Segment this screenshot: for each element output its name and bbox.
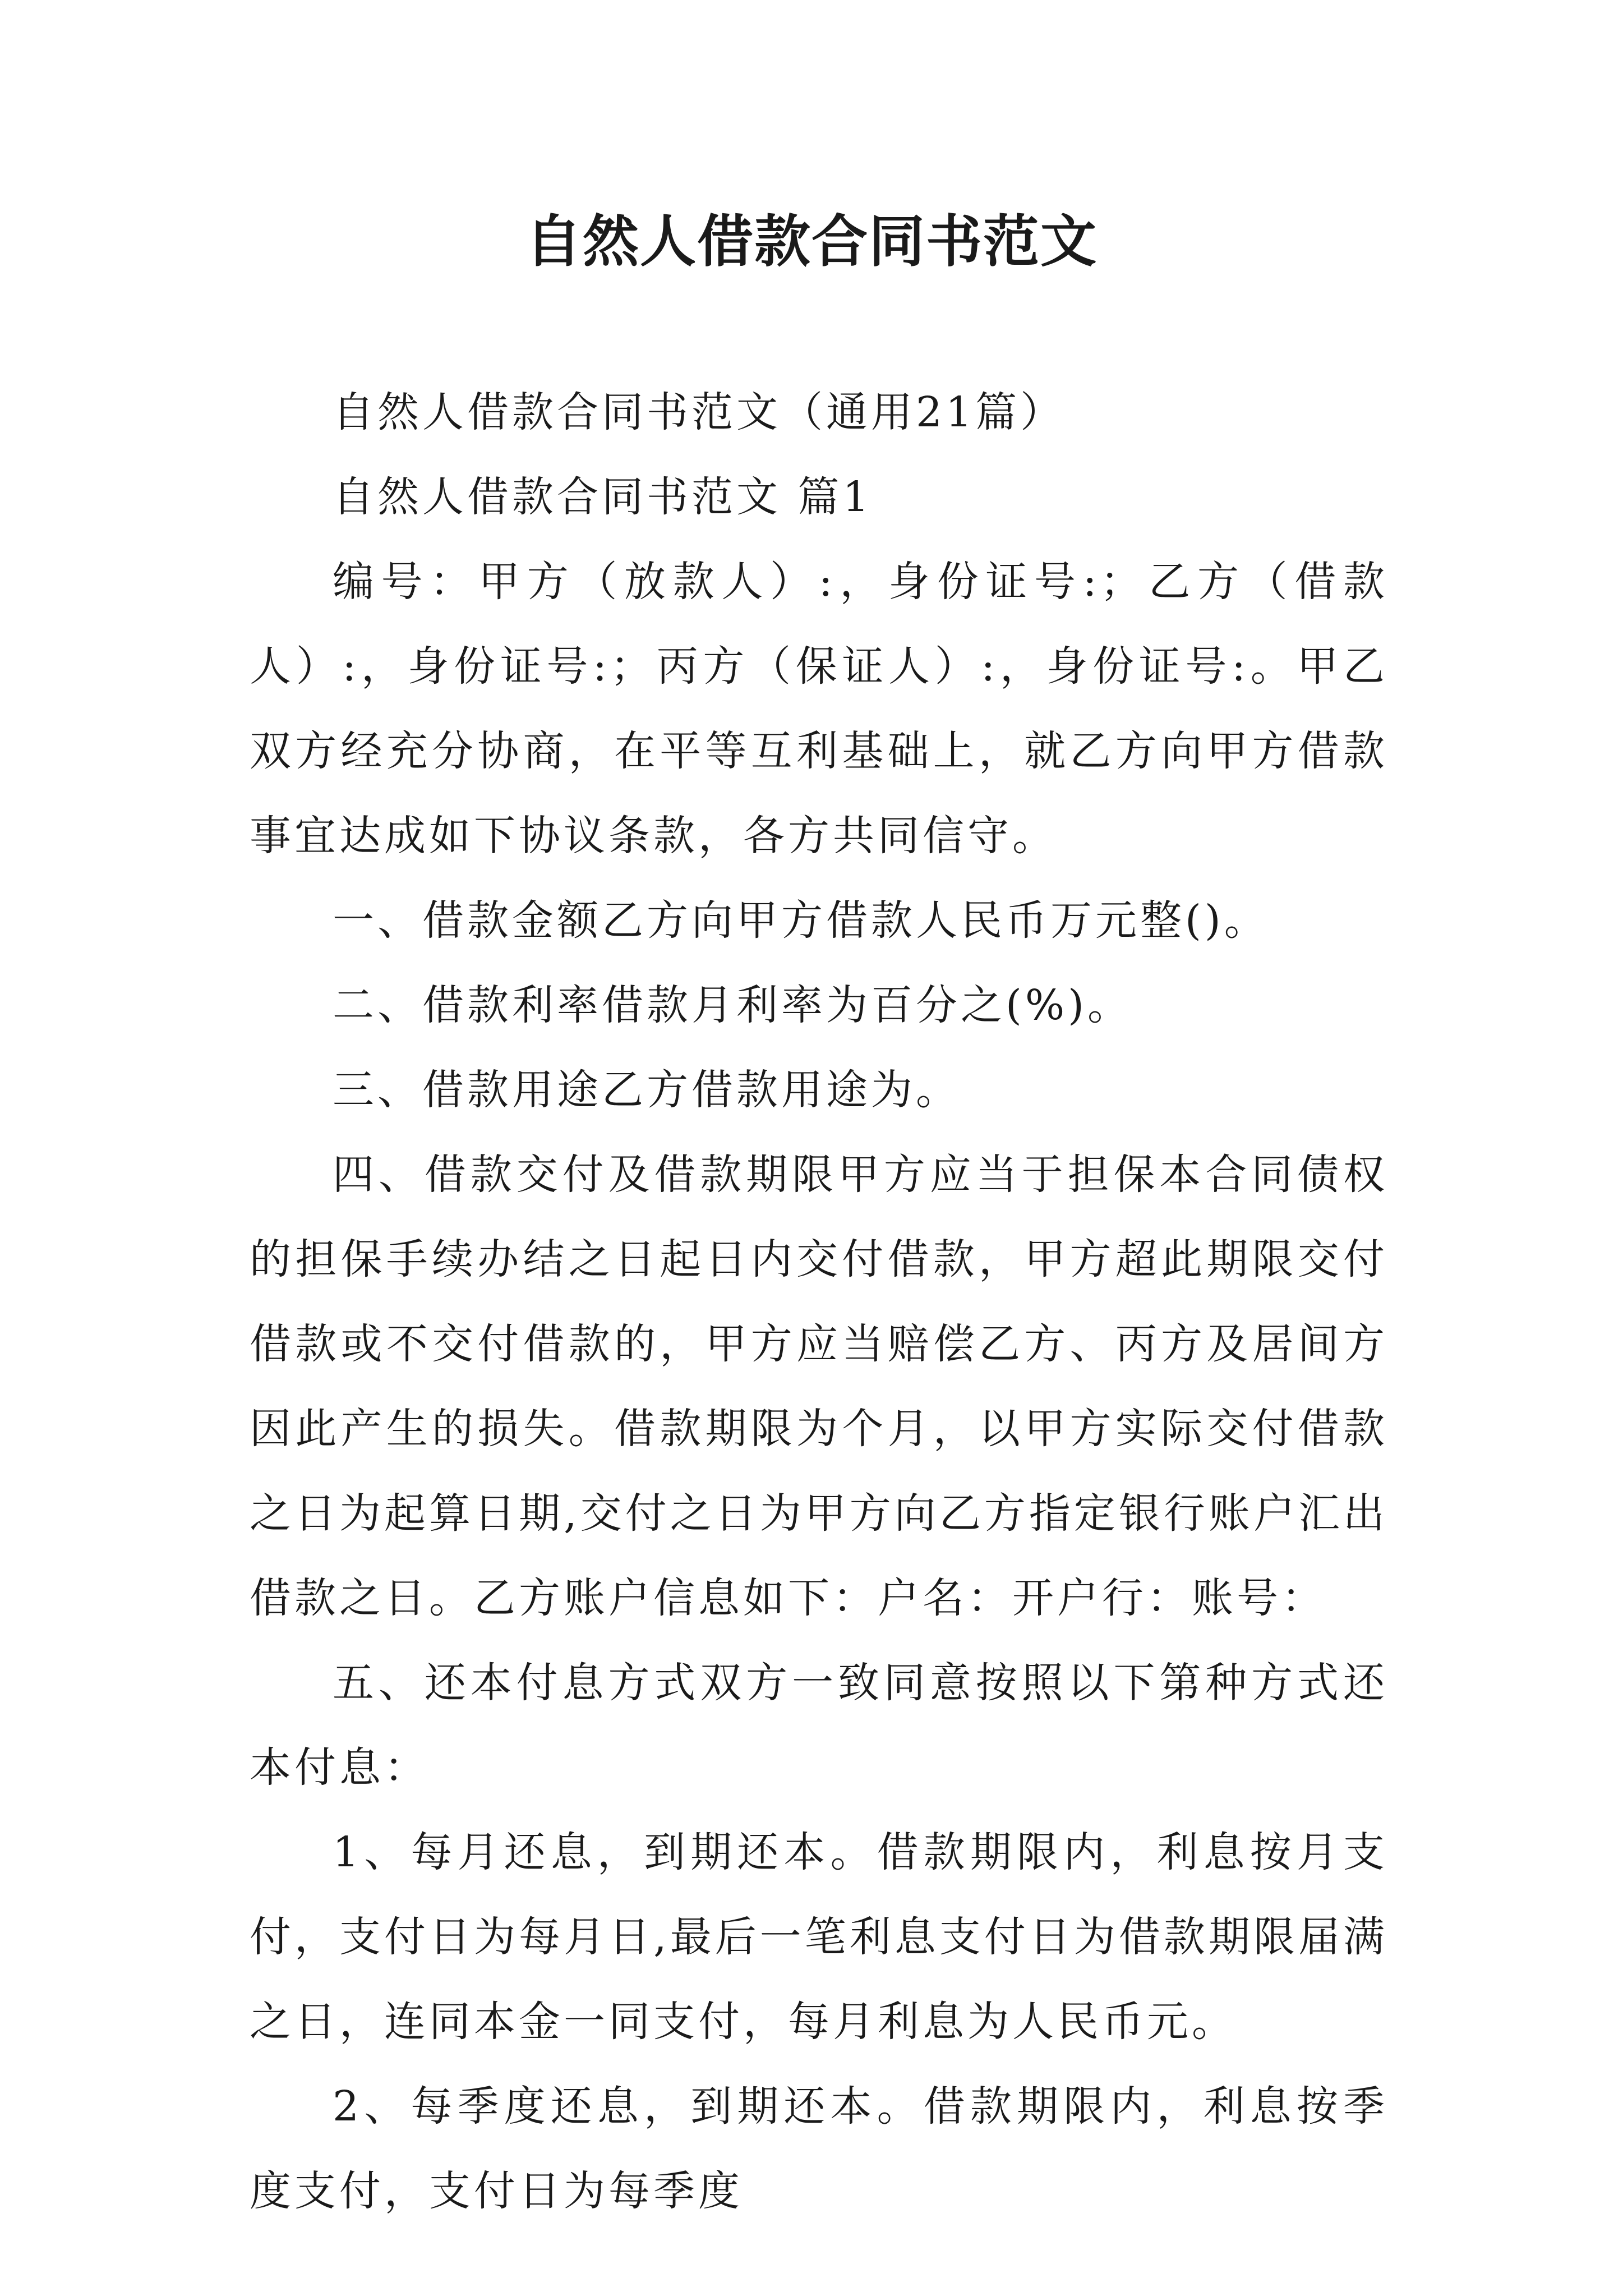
repayment-option-1: 1、每月还息，到期还本。借款期限内，利息按月支付，支付日为每月日,最后一笔利息支付日为借款期限届满之日，连同本金一同支付，每月利息为人民币元。 — [250, 1828, 1388, 2046]
subtitle-paragraph: 自然人借款合同书范文（通用21篇） — [333, 388, 1066, 436]
section-heading: 自然人借款合同书范文 篇1 — [333, 473, 873, 521]
clause-purpose: 三、借款用途乙方借款用途为。 — [333, 1066, 961, 1114]
clause-delivery-term: 四、借款交付及借款期限甲方应当于担保本合同债权的担保手续办结之日起日内交付借款，甲方超此期限交付借款或不交付借款的，甲方应当赔偿乙方、丙方及居间方因此产生的损失。借款期限为个月，以甲方实际交付借款之日为起算日期,交付之日为甲方向乙方指定银行账户汇出借款之日。乙方账户信息如下：户名：开户行：账号： — [250, 1151, 1388, 1622]
document-title: 自然人借款合同书范文 — [525, 208, 1098, 274]
document-body — [250, 370, 1388, 2234]
clause-amount: 一、借款金额乙方向甲方借款人民币万元整()。 — [333, 896, 1269, 945]
clause-interest-rate: 二、借款利率借款月利率为百分之(%)。 — [333, 981, 1133, 1029]
repayment-option-2: 2、每季度还息，到期还本。借款期限内，利息按季度支付，支付日为每季度 — [250, 2082, 1388, 2215]
parties-paragraph: 编号：甲方（放款人）:，身份证号:；乙方（借款人）:，身份证号:；丙方（保证人）:，身份证号:。甲乙双方经充分协商，在平等互利基础上，就乙方向甲方借款事宜达成如下协议条款，各方共同信守。 — [250, 558, 1388, 860]
clause-repayment: 五、还本付息方式双方一致同意按照以下第种方式还本付息： — [250, 1659, 1388, 1792]
